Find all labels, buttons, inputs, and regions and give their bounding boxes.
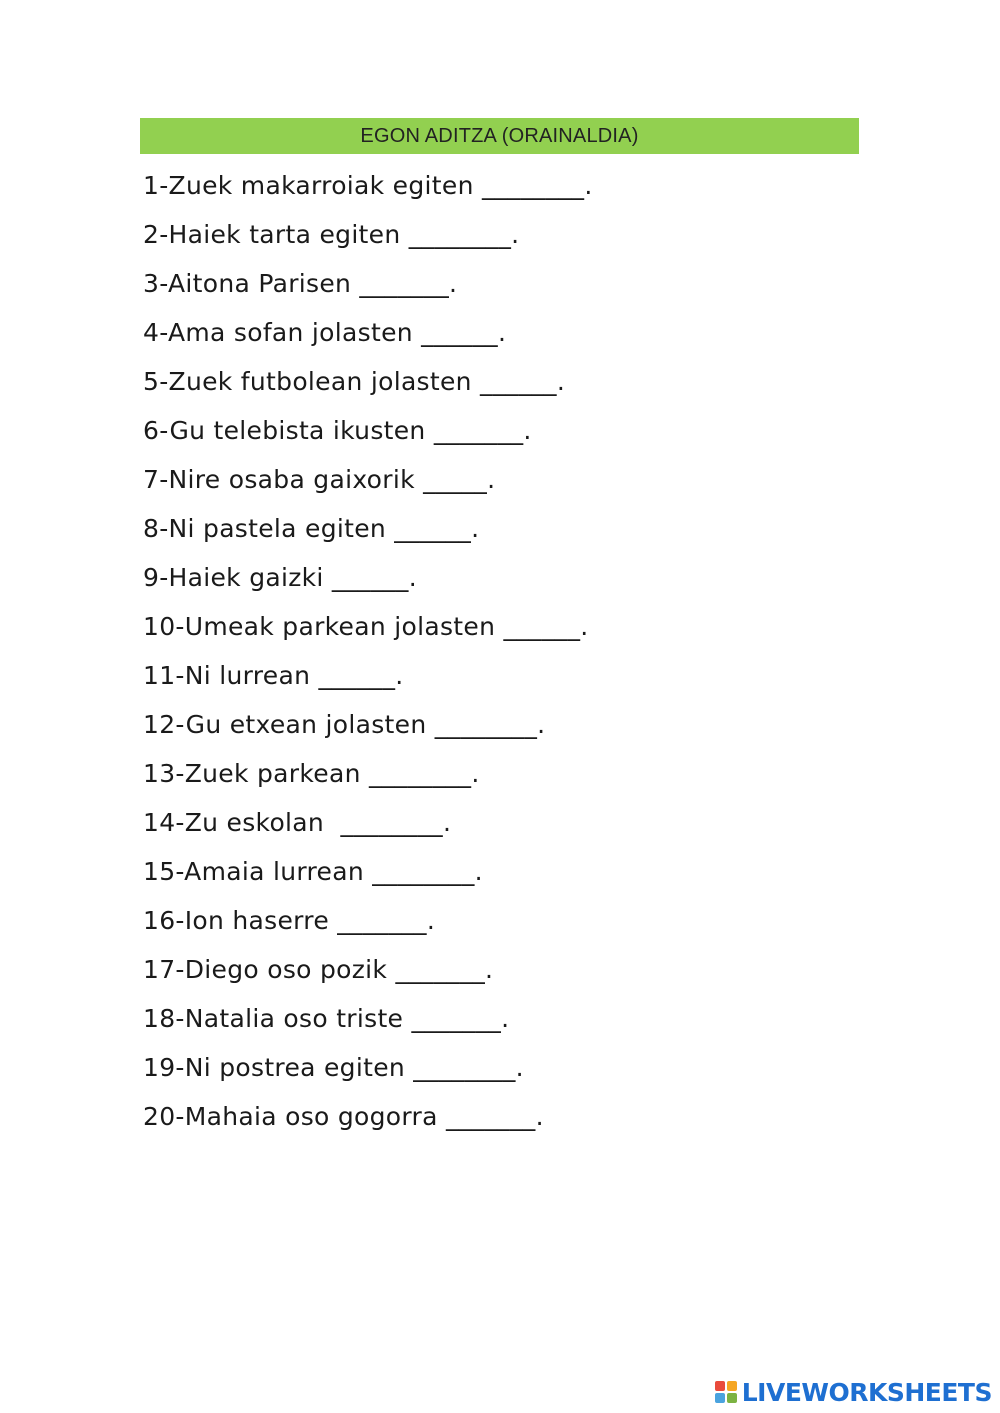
sentence-item: 12-Gu etxean jolasten ________. xyxy=(143,710,546,739)
sentence-item: 15-Amaia lurrean ________. xyxy=(143,857,483,886)
logo-square-green xyxy=(727,1393,737,1403)
sentence-item: 4-Ama sofan jolasten ______. xyxy=(143,318,507,347)
sentence-item: 14-Zu eskolan ________. xyxy=(143,808,452,837)
sentence-item: 3-Aitona Parisen _______. xyxy=(143,269,458,298)
sentence-item: 16-Ion haserre _______. xyxy=(143,906,436,935)
liveworksheets-logo-icon xyxy=(715,1381,737,1403)
sentence-item: 19-Ni postrea egiten ________. xyxy=(143,1053,524,1082)
worksheet-title: EGON ADITZA (ORAINALDIA) xyxy=(360,124,639,147)
sentence-item: 20-Mahaia oso gogorra _______. xyxy=(143,1102,544,1131)
worksheet-title-bar xyxy=(140,118,859,154)
sentence-item: 11-Ni lurrean ______. xyxy=(143,661,404,690)
sentence-item: 5-Zuek futbolean jolasten ______. xyxy=(143,367,566,396)
sentence-list xyxy=(143,168,593,1148)
sentence-item: 17-Diego oso pozik _______. xyxy=(143,955,494,984)
sentence-item: 10-Umeak parkean jolasten ______. xyxy=(143,612,589,641)
sentence-item: 2-Haiek tarta egiten ________. xyxy=(143,220,520,249)
sentence-item: 7-Nire osaba gaixorik _____. xyxy=(143,465,496,494)
sentence-item: 1-Zuek makarroiak egiten ________. xyxy=(143,171,593,200)
logo-square-red xyxy=(715,1381,725,1391)
liveworksheets-wordmark: LIVEWORKSHEETS xyxy=(741,1377,992,1407)
sentence-item: 18-Natalia oso triste _______. xyxy=(143,1004,510,1033)
sentence-item: 8-Ni pastela egiten ______. xyxy=(143,514,480,543)
sentence-item: 13-Zuek parkean ________. xyxy=(143,759,480,788)
liveworksheets-brand[interactable] xyxy=(715,1377,992,1407)
sentence-item: 6-Gu telebista ikusten _______. xyxy=(143,416,532,445)
logo-square-orange xyxy=(727,1381,737,1391)
logo-square-blue xyxy=(715,1393,725,1403)
sentence-item: 9-Haiek gaizki ______. xyxy=(143,563,417,592)
